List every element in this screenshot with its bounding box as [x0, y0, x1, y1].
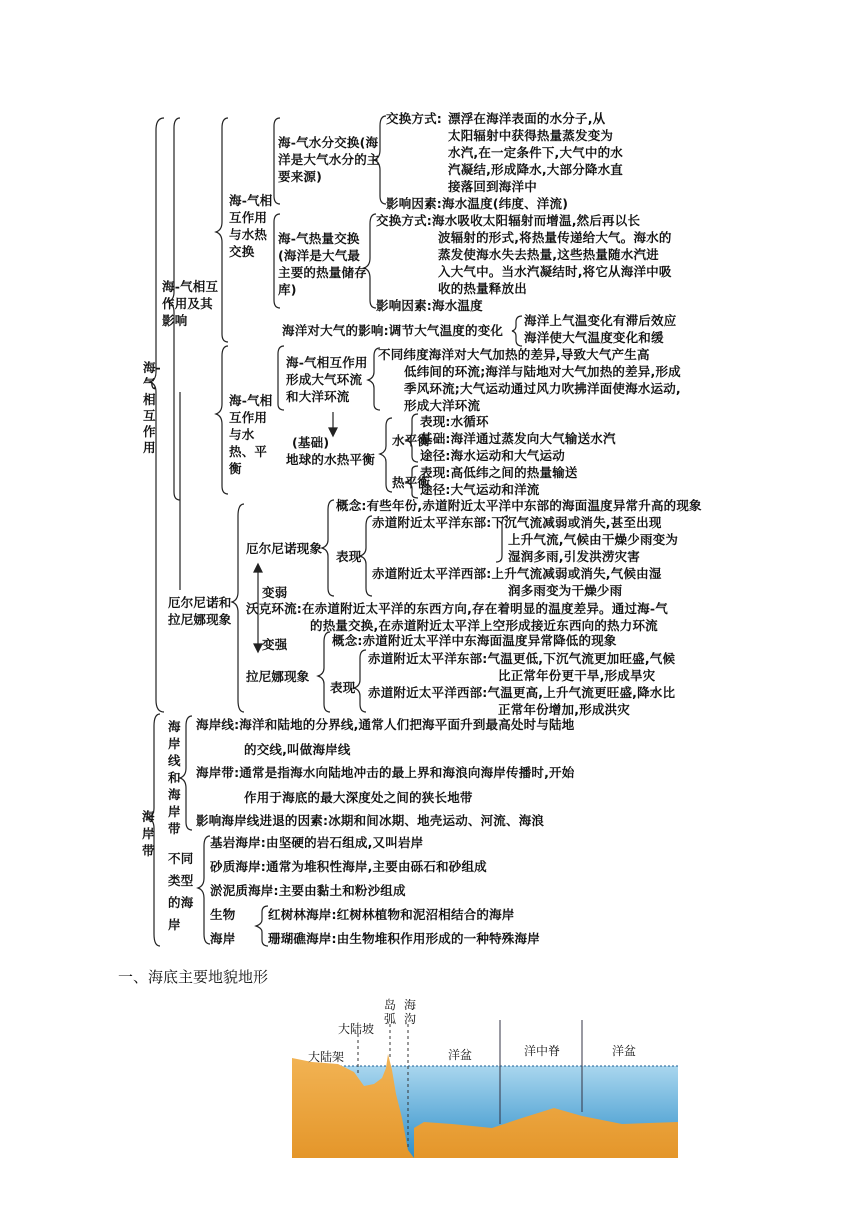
coast-type: 砂质海岸:通常为堆积性海岸,主要由砾石和砂组成: [210, 859, 487, 874]
label-island-arc: 岛弧: [384, 998, 397, 1026]
water-way-line: 太阳辐射中获得热量蒸发变为: [448, 128, 614, 143]
lanina-west: 赤道附近太平洋西部:气温更高,上升气流更旺盛,降水比: [368, 685, 676, 700]
coast-factor: 影响海岸线进退的因素:冰期和间冰期、地壳运动、河流、海浪: [196, 813, 545, 828]
lanina-concept: 概念:赤道附近太平洋中东海面温度异常降低的现象: [332, 633, 617, 648]
lanina-west: 正常年份增加,形成洪灾: [498, 702, 630, 717]
root-label: 海-气相互作用: [143, 360, 161, 455]
label-continental-shelf: 大陆架: [308, 1050, 345, 1064]
heat-way-line: 交换方式:海水吸收太阳辐射而增温,然后再以长: [376, 213, 641, 228]
lanina-east: 赤道附近太平洋东部:气温更低,下沉气流更加旺盛,气候: [368, 651, 676, 666]
water-balance-item: 表现:水循环: [420, 414, 489, 429]
weaken-label: 变弱: [262, 585, 288, 600]
water-balance-label: 水平衡: [392, 433, 431, 448]
bio-label: 海岸: [210, 931, 236, 946]
elnino-show: 表现: [336, 549, 362, 564]
walker-line: 的热量交换,在赤道附近太平洋上空形成接近东西向的热力环流: [310, 618, 658, 633]
label-trench: 海沟: [404, 998, 417, 1026]
s2-label: 厄尔尼诺和拉尼娜现象: [168, 595, 232, 627]
circulation-title: 海-气相互作用形成大气环流和大洋环流: [286, 355, 368, 404]
heat-balance-item: 途径:大气运动和洋流: [420, 482, 540, 497]
heat-way-line: 波辐射的形式,将热量传递给大气。海水的: [438, 230, 672, 245]
water-way-line: 汽凝结,形成降水,大部分降水直: [448, 162, 623, 177]
coast-line-group-label: 海岸线和海岸带: [168, 719, 181, 836]
water-balance-item: 途径:海水运动和大气运动: [420, 448, 565, 463]
heat-balance-item: 表现:高低纬之间的热量输送: [420, 465, 578, 480]
coastline-line: 海岸线:海洋和陆地的分界线,通常人们把海平面升到最高处时与陆地: [196, 717, 575, 732]
elnino-east: 上升气流,气候由干燥少雨变为: [508, 532, 679, 547]
heat-way-line: 收的热量释放出: [438, 281, 527, 296]
circulation-line: 季风环流;大气运动通过风力吹拂洋面使海水运动,: [404, 381, 681, 396]
circulation-line: 形成大洋环流: [404, 398, 481, 413]
heat-exchange-title: 海-气热量交换(海洋是大气最主要的热量储存库): [278, 231, 367, 297]
elnino-west: 赤道附近太平洋西部:上升气流减弱或消失,气候由湿: [372, 566, 662, 581]
s1b-label: 海-气相互作用与水热、平衡: [229, 393, 273, 476]
circulation-line: 低纬间的环流;海洋与陆地对大气加热的差异,形成: [404, 364, 681, 379]
label-ocean-basin-2: 洋盆: [612, 1044, 637, 1058]
coast-types-group-label: 不同类型的海岸: [168, 851, 194, 932]
label-mid-ocean-ridge: 洋中脊: [524, 1044, 561, 1058]
coastline-line: 的交线,叫做海岸线: [244, 742, 351, 757]
water-way-line: 水汽,在一定条件下,大气中的水: [448, 145, 623, 160]
elnino-concept: 概念:有些年份,赤道附近太平洋中东部的海面温度异常升高的现象: [336, 498, 702, 513]
elnino-label: 厄尔尼诺现象: [246, 541, 323, 556]
heat-way-line: 入大气中。当水汽凝结时,将它从海洋中吸: [438, 264, 672, 279]
bio-type: 红树林海岸:红树林植物和泥沼相结合的海岸: [268, 907, 515, 922]
s1-label: 海-气相互作用及其影响: [162, 279, 219, 328]
regulate-item: 海洋上气温变化有滞后效应: [524, 313, 677, 328]
label-continental-slope: 大陆坡: [338, 1022, 375, 1036]
coastzone-line: 海岸带:通常是指海水向陆地冲击的最上界和海浪向海岸传播时,开始: [196, 765, 575, 780]
coastzone-line: 作用于海底的最大深度处之间的狭长地带: [244, 790, 473, 805]
coast-type: 基岩海岸:由坚硬的岩石组成,又叫岩岸: [210, 835, 424, 850]
label-ocean-basin: 洋盆: [448, 1048, 473, 1062]
balance-title: 地球的水热平衡: [286, 452, 375, 467]
basis-label: (基础): [292, 435, 330, 450]
lanina-label: 拉尼娜现象: [246, 669, 310, 684]
heat-factor: 影响因素:海水温度: [376, 298, 483, 313]
lanina-show: 表现: [330, 680, 356, 695]
heat-balance-label: 热平衡: [392, 475, 431, 490]
regulate-label: 海洋对大气的影响:调节大气温度的变化: [282, 323, 504, 338]
circulation-line: 不同纬度海洋对大气加热的差异,导致大气产生高: [378, 347, 650, 362]
strengthen-label: 变强: [262, 637, 288, 652]
water-way-line: 漂浮在海洋表面的水分子,从: [448, 111, 606, 126]
bio-type: 珊瑚礁海岸:由生物堆积作用形成的一种特殊海岸: [268, 931, 540, 946]
coast-type: 淤泥质海岸:主要由黏土和粉沙组成: [210, 883, 406, 898]
water-balance-item: 基础:海洋通过蒸发向大气输送水汽: [420, 431, 616, 446]
regulate-item: 海洋使大气温度变化和缓: [524, 330, 664, 345]
bio-label: 生物: [210, 907, 236, 922]
water-exchange-title: 海-气水分交换(海洋是大气水分的主要来源): [278, 135, 380, 184]
elnino-east: 湿润多雨,引发洪涝灾害: [508, 549, 640, 564]
lanina-east: 比正常年份更干旱,形成旱灾: [498, 668, 656, 683]
s1a-label: 海-气相互作用与水热交换: [229, 193, 273, 259]
coast-root-label: 海岸带: [142, 809, 155, 858]
seafloor-diagram: [292, 998, 678, 1158]
elnino-west: 润多雨变为干燥少雨: [508, 583, 623, 598]
water-factor: 影响因素:海水温度(纬度、洋流): [386, 196, 569, 211]
heat-way-line: 蒸发使海水失去热量,这些热量随水汽进: [438, 247, 659, 262]
section-heading: 一、海底主要地貌地形: [118, 968, 269, 986]
water-way-line: 接落回到海洋中: [448, 179, 537, 194]
walker-line: 沃克环流:在赤道附近太平洋的东西方向,存在着明显的温度差异。通过海-气: [246, 601, 668, 616]
water-way-label: 交换方式:: [386, 111, 442, 126]
elnino-east: 赤道附近太平洋东部:下沉气流减弱或消失,甚至出现: [372, 515, 662, 530]
